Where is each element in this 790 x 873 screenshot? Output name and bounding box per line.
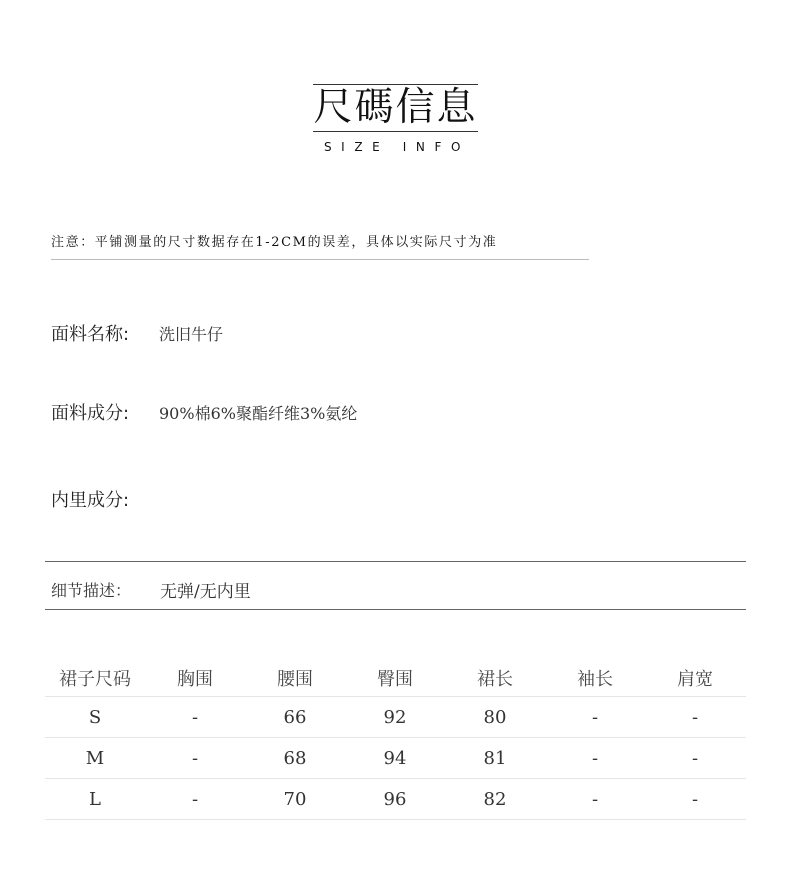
cell-length: 80 — [483, 706, 507, 728]
header-waist: 腰围 — [277, 669, 313, 690]
fabric-composition-label: 面料成分: — [51, 403, 130, 424]
table-row — [45, 697, 746, 738]
cell-sleeve: - — [591, 747, 599, 769]
measurement-note: 注意：平铺测量的尺寸数据存在1-2CM的误差，具体以实际尺寸为准 — [51, 235, 498, 250]
cell-bust: - — [191, 747, 199, 769]
cell-shoulder: - — [691, 747, 699, 769]
cell-length: 82 — [483, 788, 507, 810]
table-row — [45, 779, 746, 820]
cell-bust: - — [191, 706, 199, 728]
note-underline — [51, 259, 589, 260]
table-row — [45, 738, 746, 779]
cell-sleeve: - — [591, 706, 599, 728]
fabric-composition-row — [51, 399, 358, 425]
cell-hip: 96 — [383, 788, 407, 810]
lining-row — [51, 486, 129, 512]
header-bust: 胸围 — [177, 669, 213, 690]
lining-label: 内里成分: — [51, 490, 130, 511]
fabric-name-label: 面料名称: — [51, 324, 130, 345]
header-sleeve: 袖长 — [577, 669, 613, 690]
fabric-name-row — [51, 320, 224, 346]
page-title: 尺碼信息 — [313, 85, 478, 130]
header-shoulder: 肩宽 — [677, 669, 713, 690]
cell-waist: 68 — [283, 747, 307, 769]
cell-sleeve: - — [591, 788, 599, 810]
cell-length: 81 — [483, 747, 507, 769]
cell-waist: 70 — [283, 788, 307, 810]
details-bottom-rule — [45, 609, 746, 610]
table-header-row — [45, 660, 746, 697]
details-label: 细节描述： — [51, 581, 132, 600]
cell-shoulder: - — [691, 788, 699, 810]
header-hip: 臀围 — [377, 669, 413, 690]
header-length: 裙长 — [477, 669, 513, 690]
fabric-name-value: 洗旧牛仔 — [159, 325, 224, 344]
fabric-composition-value: 90%棉6%聚酯纤维3%氨纶 — [159, 404, 358, 423]
cell-shoulder: - — [691, 706, 699, 728]
cell-hip: 92 — [383, 706, 407, 728]
cell-size: M — [85, 747, 105, 769]
size-table — [45, 660, 746, 820]
details-top-rule — [45, 561, 746, 562]
cell-bust: - — [191, 788, 199, 810]
cell-size: S — [88, 706, 102, 728]
cell-size: L — [89, 788, 101, 810]
details-value: 无弹/无内里 — [160, 582, 251, 602]
title-bottom-rule — [313, 131, 478, 132]
header-size: 裙子尺码 — [59, 669, 131, 690]
cell-hip: 94 — [383, 747, 407, 769]
page-subtitle: SIZE INFO — [323, 140, 471, 154]
cell-waist: 66 — [283, 706, 307, 728]
